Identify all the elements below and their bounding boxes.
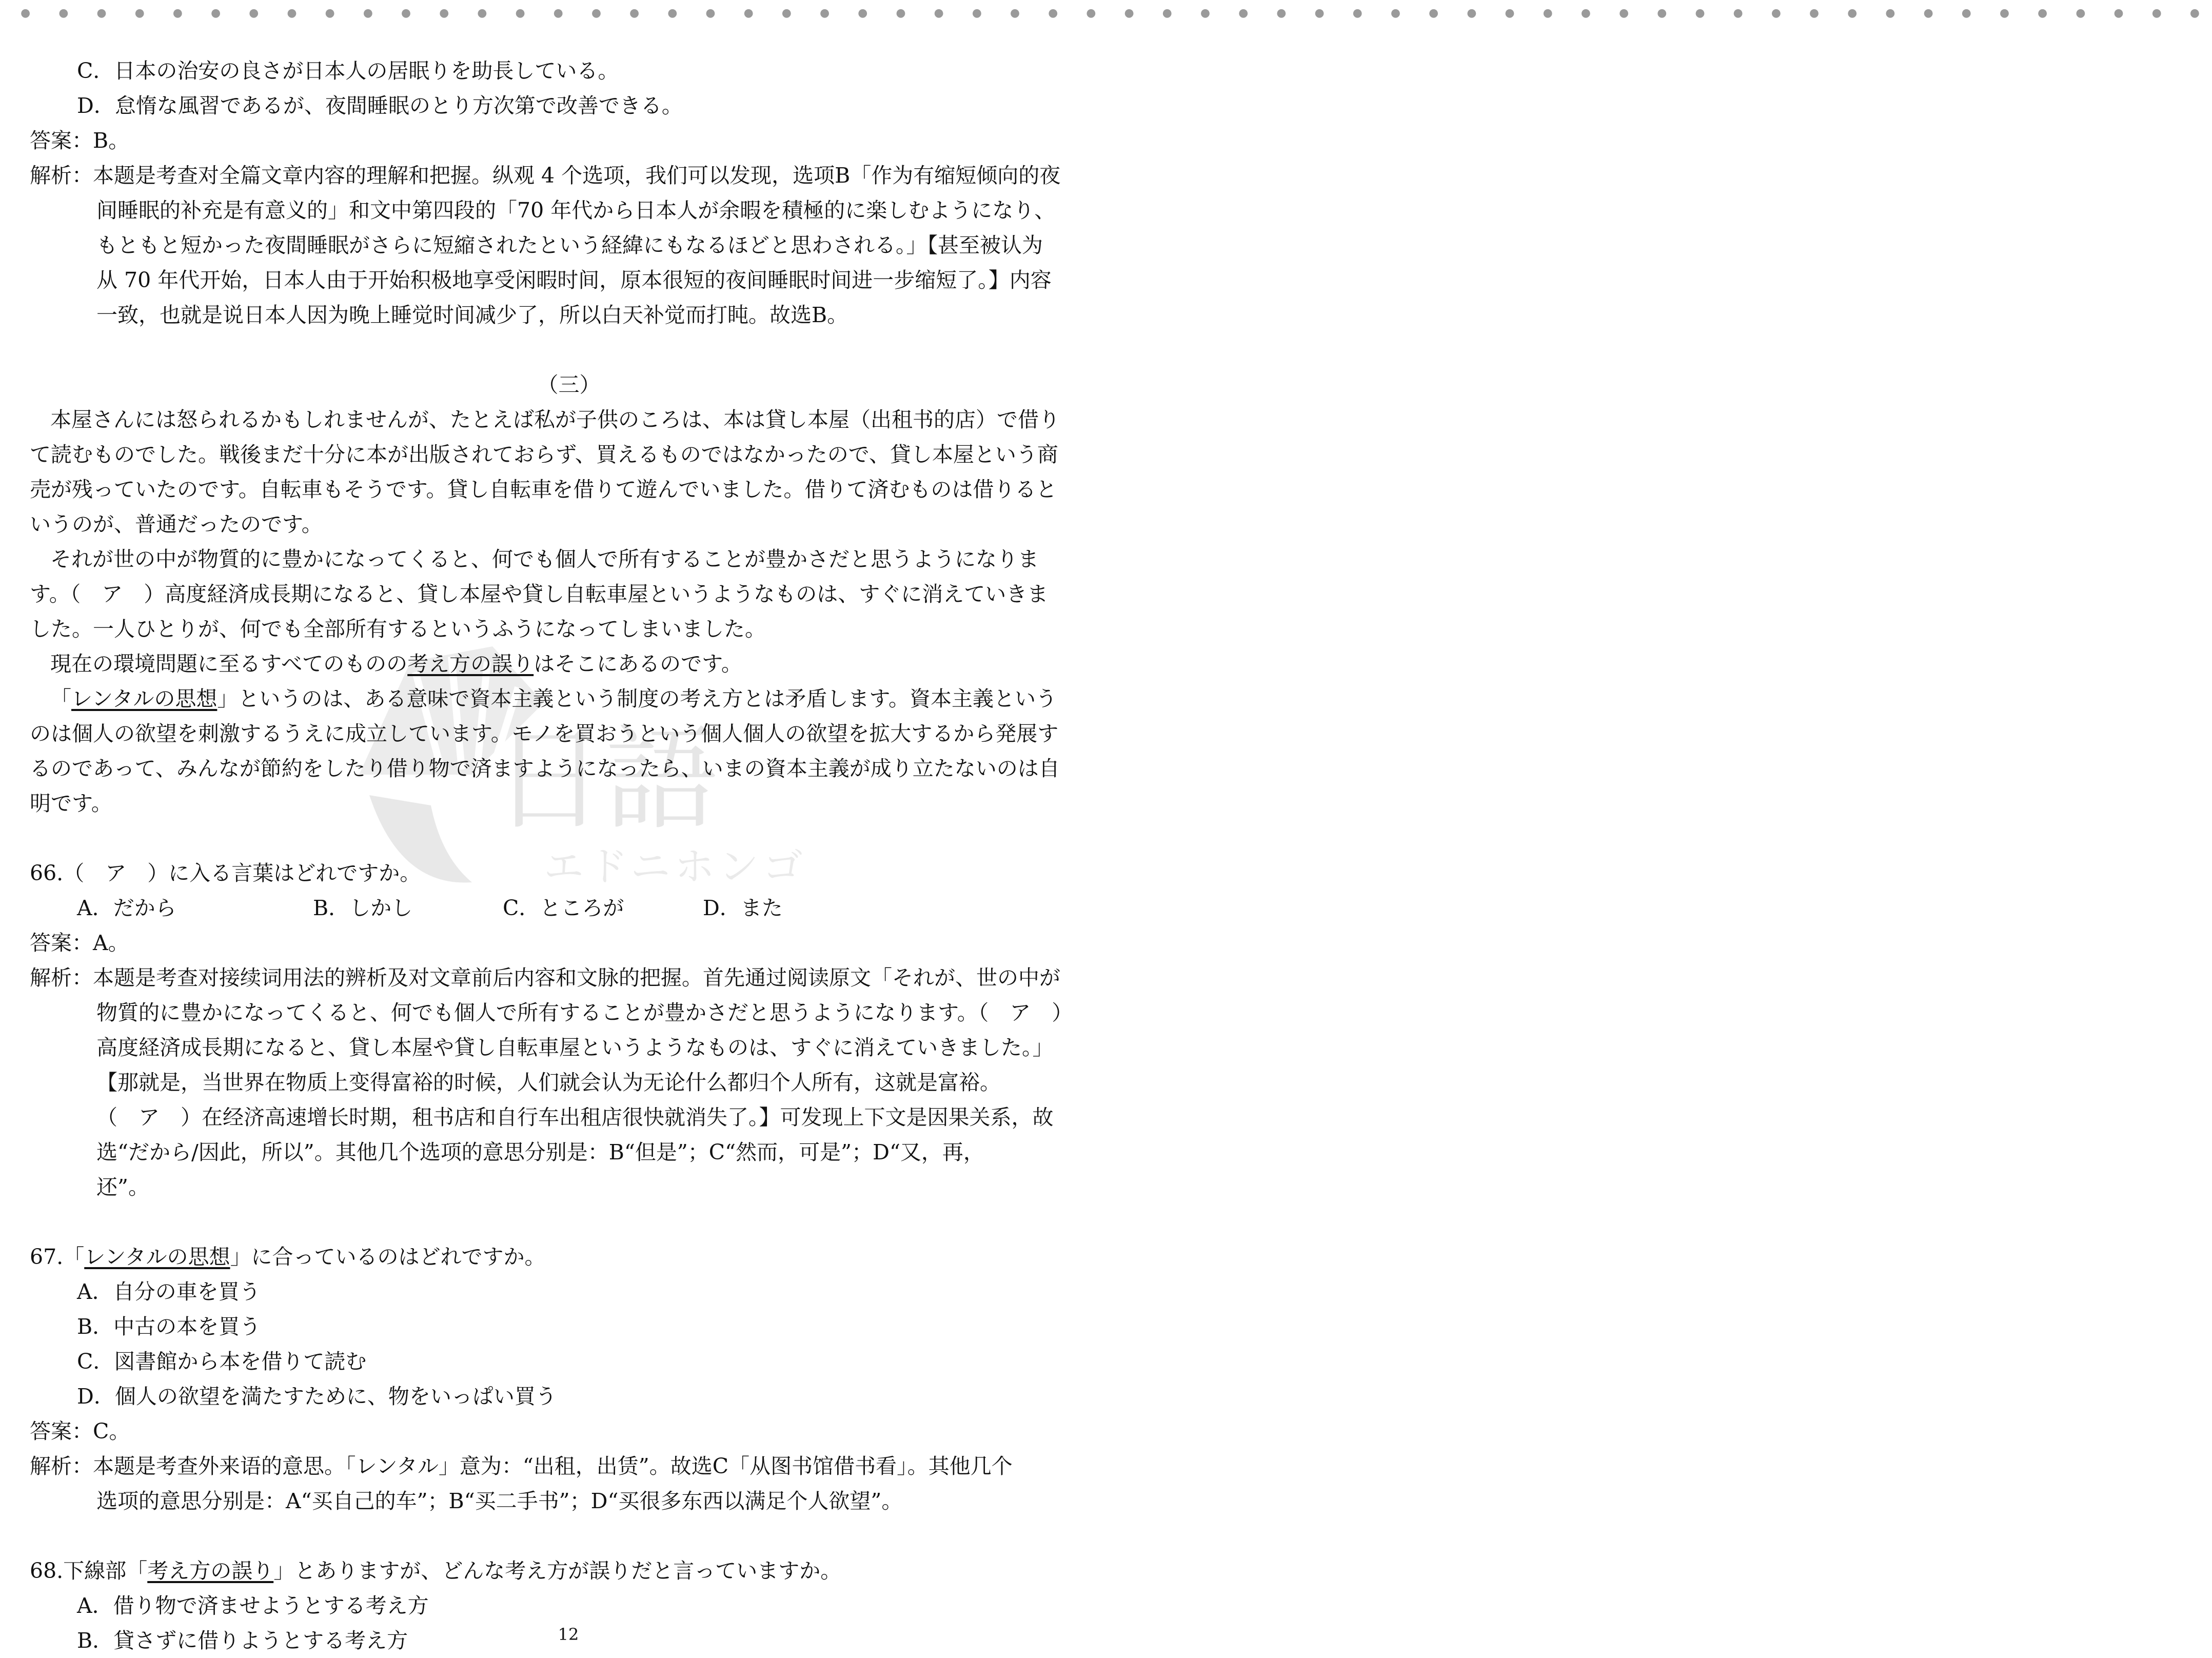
option-a: A．借り物で済ませようとする考え方 <box>77 1593 429 1618</box>
explanation-line: 选“だから/因此，所以”。其他几个选项的意思分别是：B“但是”；C“然而，可是”；D“又，再， <box>96 1140 984 1164</box>
explanation-line: （ ア ）在经济高速增长时期，租书店和自行车出租店很快就消失了。】可发现上下文是因果关系，故 <box>96 1105 1054 1130</box>
underlined-phrase: 考え方の誤り <box>407 652 534 676</box>
answer: 答案：A。 <box>30 931 129 955</box>
option-c: C．ところが <box>503 896 624 920</box>
header-dot-border: ● ● ● ● ● ● ● ● ● ● ● ● ● ● ● ● ● ● ● ● ● ● ● ● ● ● ● ● ● ● ● ● ● ● ● ● ● ● ● ● ● ● ● ● ● ● ● ● ● ● ● ● ● ● ● ● ● ● <box>21 7 2212 19</box>
passage-line: のは個人の欲望を刺激するうえに成立しています。モノを買おうという個人個人の欲望を拡大するから発展す <box>30 721 1059 746</box>
passage-line: いうのが、普通だったのです。 <box>30 512 323 537</box>
passage-line: それが世の中が物質的に豊かになってくると、何でも個人で所有することが豊かさだと思うようになりま <box>50 547 1039 571</box>
option-c: C．図書館から本を借りて読む <box>77 1349 367 1374</box>
passage-heading: （三） <box>537 372 601 397</box>
underlined-phrase: レンタルの思想 <box>84 1245 230 1269</box>
explanation-line: 间睡眠的补充是有意义的」和文中第四段的「70 年代から日本人が余暇を積極的に楽しむようになり、 <box>96 198 1056 223</box>
option-b: B．貸さずに借りようとする考え方 <box>77 1628 408 1653</box>
option-b: B．中古の本を買う <box>77 1314 261 1339</box>
question-66 <box>30 856 1108 1205</box>
option-b: B．しかし <box>313 896 413 920</box>
explanation-line: もともと短かった夜間睡眠がさらに短縮されたという経緯にもなるほどと思わされる。」【甚至被认为 <box>96 233 1043 258</box>
passage-line: 本屋さんには怒られるかもしれませんが、たとえば私が子供のころは、本は貸し本屋（出租书的店）で借り <box>50 407 1060 432</box>
explanation-line: 解析：本题是考查对全篇文章内容的理解和把握。纵观 4 个选项，我们可以发现，选项B「作为有缩短倾向的夜 <box>30 163 1061 188</box>
explanation-line: 从 70 年代开始，日本人由于开始积极地享受闲暇时间，原本很短的夜间睡眠时间进一步缩短了。】内容 <box>96 268 1052 292</box>
explanation-line: 高度経済成長期になると、貸し本屋や貸し自転車屋というようなものは、すぐに消えていきました。」 <box>96 1035 1054 1060</box>
option-d: D．また <box>703 896 783 920</box>
explanation-line: 还”。 <box>96 1175 149 1199</box>
reading-passage <box>30 367 1108 821</box>
watermark-kanji: 日語 <box>492 714 719 845</box>
passage-line: て読むものでした。戦後まだ十分に本が出版されておらず、買えるものではなかったので、貸し本屋という商 <box>30 442 1058 467</box>
underlined-phrase: 考え方の誤り <box>147 1558 274 1583</box>
explanation-line: 解析：本题是考查对接续词用法的辨析及对文章前后内容和文脉的把握。首先通过阅读原文「それが、世の中が <box>30 965 1060 990</box>
passage-line: 現在の環境問題に至るすべてのものの考え方の誤りはそこにあるのです。 <box>50 652 742 676</box>
explanation-line: 解析：本题是考查外来语的意思。「レンタル」意为：“出租，出赁”。故选C「从图书馆借书看」。其他几个 <box>30 1454 1013 1478</box>
passage-line: るのであって、みんなが節約をしたり借り物で済ますようになったら、いまの資本主義が成り立たないのは自 <box>30 756 1060 781</box>
explanation-line: 一致，也就是说日本人因为晚上睡觉时间减少了，所以白天补觉而打盹。故选B。 <box>96 303 848 327</box>
watermark-kana: エドニホンゴ <box>544 844 807 890</box>
passage-line: す。（ ア ）高度経済成長期になると、貸し本屋や貸し自転車屋というようなものは、すぐに消えていきま <box>30 582 1049 606</box>
question-text: 67.「レンタルの思想」に合っているのはどれですか。 <box>30 1245 546 1269</box>
answer: 答案：B。 <box>30 128 130 153</box>
question-text: 68.下線部「考え方の誤り」とありますが、どんな考え方が誤りだと言っていますか。 <box>30 1558 842 1583</box>
option-c: C．日本の治安の良さが日本人の居眠りを助長している。 <box>77 58 619 83</box>
answer: 答案：C。 <box>30 1419 130 1444</box>
explanation-line: 选项的意思分别是：A“买自己的车”；B“买二手书”；D“买很多东西以满足个人欲望”。 <box>96 1489 903 1513</box>
option-d: D．怠惰な風習であるが、夜間睡眠のとり方次第で改善できる。 <box>77 93 683 118</box>
explanation-line: 物質的に豊かになってくると、何でも個人で所有することが豊かさだと思うようになります。（ ア ） <box>96 1000 1073 1025</box>
passage-line: 「レンタルの思想」というのは、ある意味で資本主義という制度の考え方とは矛盾します。資本主義という <box>50 686 1057 711</box>
page-content <box>30 53 1108 1658</box>
option-d: D．個人の欲望を満たすために、物をいっぱい買う <box>77 1384 557 1409</box>
question-67 <box>30 1239 1108 1518</box>
passage-line: した。一人ひとりが、何でも全部所有するというふうになってしまいました。 <box>30 617 766 641</box>
passage-line: 明です。 <box>30 791 112 816</box>
question-text: 66.（ ア ）に入る言葉はどれですか。 <box>30 861 421 885</box>
option-a: A．自分の車を買う <box>77 1279 261 1304</box>
passage-line: 売が残っていたのです。自転車もそうです。貸し自転車を借りて遊んでいました。借りて済むものは借りると <box>30 477 1057 502</box>
option-a: A．だから <box>77 896 176 920</box>
page-number: 12 <box>558 1625 579 1644</box>
underlined-phrase: レンタルの思想 <box>71 686 218 711</box>
option-row <box>30 891 1108 925</box>
explanation-line: 【那就是，当世界在物质上变得富裕的时候，人们就会认为无论什么都归个人所有，这就是富裕。 <box>96 1070 1001 1095</box>
question-65-tail <box>30 53 1108 332</box>
